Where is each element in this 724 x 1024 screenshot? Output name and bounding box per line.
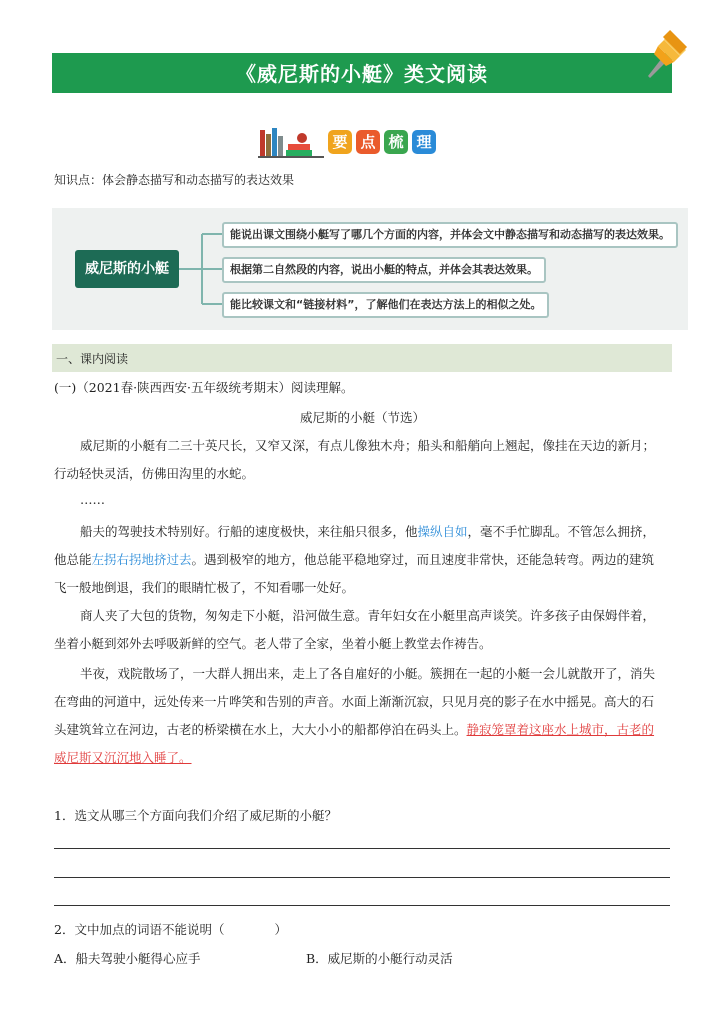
highlight-phrase-2: 左拐右拐地挤过去 — [91, 552, 192, 567]
mind-map-root: 威尼斯的小艇 — [75, 250, 179, 288]
ellipsis: …… — [80, 492, 105, 507]
paragraph-4-line-3 — [54, 720, 654, 738]
option-a[interactable]: A．船夫驾驶小艇得心应手 — [54, 951, 201, 966]
option-b[interactable]: B．威尼斯的小艇行动灵活 — [306, 951, 453, 966]
pushpin-icon — [640, 28, 690, 80]
mind-map-branch-3: 能比较课文和“链接材料”，了解他们在表达方法上的相似之处。 — [222, 292, 549, 318]
answer-line-1[interactable] — [54, 848, 670, 849]
paragraph-2-text-d: 他总能 — [54, 552, 92, 567]
underlined-sentence: 静寂笼罩着这座水上城市，古老的 — [466, 722, 655, 737]
underlined-sentence-end: 威尼斯又沉沉地入睡了。 — [54, 750, 192, 765]
paragraph-2-text-a: 船夫的驾驶技术特别好。行船的速度极快，来往船只很多，他 — [80, 524, 418, 539]
question-2: 2．文中加点的词语不能说明（ ） — [54, 922, 287, 937]
chip-2: 点 — [356, 130, 380, 154]
paragraph-1-line-1: 威尼斯的小艇有二三十英尺长，又窄又深，有点儿像独木舟；船头和船艄向上翘起，像挂在天边的新月； — [80, 438, 656, 453]
paragraph-2-text-c: ，毫不手忙脚乱。不管怎么拥挤， — [467, 524, 656, 539]
paragraph-4-text-a: 头建筑耸立在河边，古老的桥梁横在水上，大大小小的船都停泊在码头上。 — [54, 722, 467, 737]
highlight-phrase-1: 操纵自如 — [417, 524, 468, 539]
page-title: 《威尼斯的小艇》类文阅读 — [236, 62, 488, 86]
paragraph-1-line-2: 行动轻快灵活，仿佛田沟里的水蛇。 — [54, 466, 255, 481]
paragraph-4-line-1: 半夜，戏院散场了，一大群人拥出来，走上了各自雇好的小艇。簇拥在一起的小艇一会儿就散开了，消失 — [80, 666, 656, 681]
paragraph-3-line-1: 商人夹了大包的货物，匆匆走下小艇，沿河做生意。青年妇女在小艇里高声谈笑。许多孩子由保姆伴着， — [80, 608, 656, 623]
section-header — [258, 124, 448, 160]
question-1: 1．选文从哪三个方面向我们介绍了威尼斯的小艇？ — [54, 808, 337, 823]
answer-line-3[interactable] — [54, 905, 670, 906]
paragraph-2-text-e: 。遇到极窄的地方，他总能平稳地穿过，而且速度非常快，还能急转弯。两边的建筑 — [191, 552, 655, 567]
passage-title: 威尼斯的小艇（节选） — [300, 410, 426, 425]
chip-3: 梳 — [384, 130, 408, 154]
answer-line-2[interactable] — [54, 877, 670, 878]
books-icon — [258, 124, 324, 158]
paragraph-2-line-1 — [80, 522, 655, 540]
paragraph-2-line-3: 飞一般地倒退，我们的眼睛忙极了，不知看哪一处好。 — [54, 580, 355, 595]
paragraph-2-line-2 — [54, 550, 654, 568]
mind-map-branch-1: 能说出课文围绕小艇写了哪几个方面的内容，并体会文中静态描写和动态描写的表达效果。 — [222, 222, 678, 248]
part-title: 一、课内阅读 — [56, 352, 129, 366]
mind-map-branch-2: 根据第二自然段的内容，说出小艇的特点，并体会其表达效果。 — [222, 257, 546, 283]
chip-4: 理 — [412, 130, 436, 154]
mind-map — [52, 208, 688, 330]
paragraph-4-line-2: 在弯曲的河道中，远处传来一片哗笑和告别的声音。水面上渐渐沉寂，只见月亮的影子在水中摇晃。高大的石 — [54, 694, 655, 709]
part-header — [52, 344, 672, 372]
chip-1: 要 — [328, 130, 352, 154]
passage-source: (一)（2021春·陕西西安·五年级统考期末）阅读理解。 — [54, 380, 354, 395]
paragraph-3-line-2: 坐着小艇到郊外去呼吸新鲜的空气。老人带了全家，坐着小艇上教堂去作祷告。 — [54, 636, 492, 651]
title-bar — [52, 53, 672, 93]
knowledge-point: 知识点：体会静态描写和动态描写的表达效果 — [54, 173, 295, 187]
